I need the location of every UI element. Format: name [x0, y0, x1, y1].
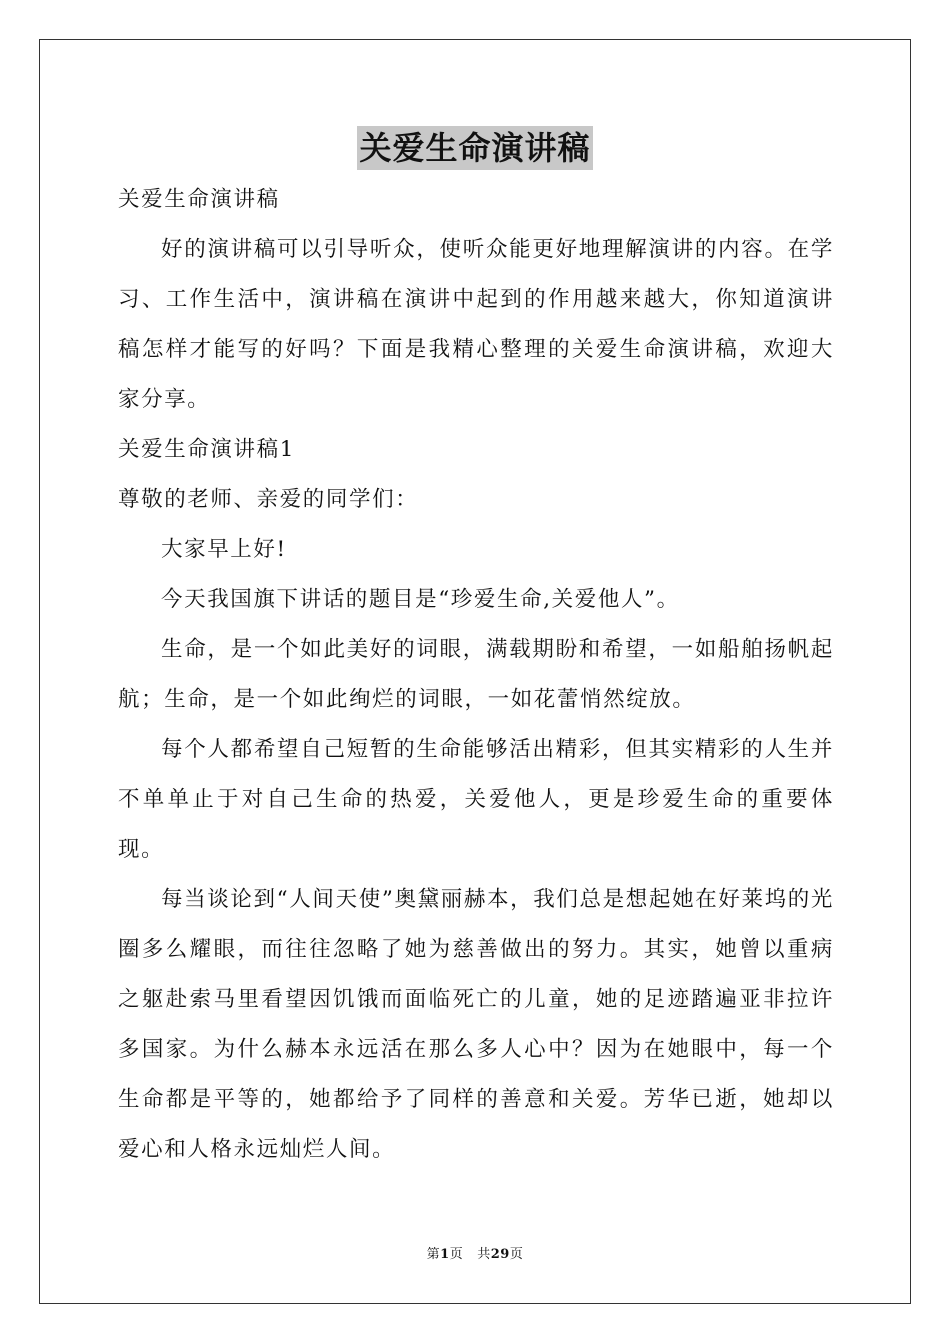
title-area	[0, 126, 950, 170]
page-number: 1	[440, 1247, 450, 1262]
paragraph: 今天我国旗下讲话的题目是“珍爱生命,关爱他人”。	[161, 587, 680, 612]
page-prefix: 第	[426, 1247, 441, 1262]
paragraph: 每个人都希望自己短暂的生命能够活出精彩，但其实精彩的人生并不单单止于对自己生命的热爱，关爱他人，更是珍爱生命的重要体现。	[118, 737, 834, 862]
paragraph: 每当谈论到“人间天使”奥黛丽赫本，我们总是想起她在好莱坞的光圈多么耀眼，而往往忽略了她为慈善做出的努力。其实，她曾以重病之躯赴索马里看望因饥饿而面临死亡的儿童，她的足迹踏遍亚非拉许多国家。为什么赫本永远活在那么多人心中？因为在她眼中，每一个生命都是平等的，她都给予了同样的善意和关爱。芳华已逝，她却以爱心和人格永远灿烂人间。	[118, 887, 834, 1162]
paragraph: 尊敬的老师、亲爱的同学们：	[118, 487, 419, 512]
document-body	[118, 175, 834, 1175]
document-title: 关爱生命演讲稿	[357, 126, 592, 170]
paragraph: 大家早上好!	[161, 537, 287, 562]
paragraph: 好的演讲稿可以引导听众，使听众能更好地理解演讲的内容。在学习、工作生活中，演讲稿在演讲中起到的作用越来越大，你知道演讲稿怎样才能写的好吗？下面是我精心整理的关爱生命演讲稿，欢迎大家分享。	[118, 237, 834, 412]
paragraph: 生命，是一个如此美好的词眼，满载期盼和希望，一如船舶扬帆起航；生命，是一个如此绚烂的词眼，一如花蕾悄然绽放。	[118, 637, 834, 712]
page-footer	[0, 1245, 950, 1265]
paragraph: 关爱生命演讲稿	[118, 187, 280, 212]
total-prefix: 共	[477, 1247, 491, 1262]
page-total: 29	[490, 1247, 510, 1262]
total-suffix: 页	[509, 1247, 524, 1262]
page-suffix: 页	[449, 1247, 464, 1262]
paragraph: 关爱生命演讲稿1	[118, 437, 295, 462]
